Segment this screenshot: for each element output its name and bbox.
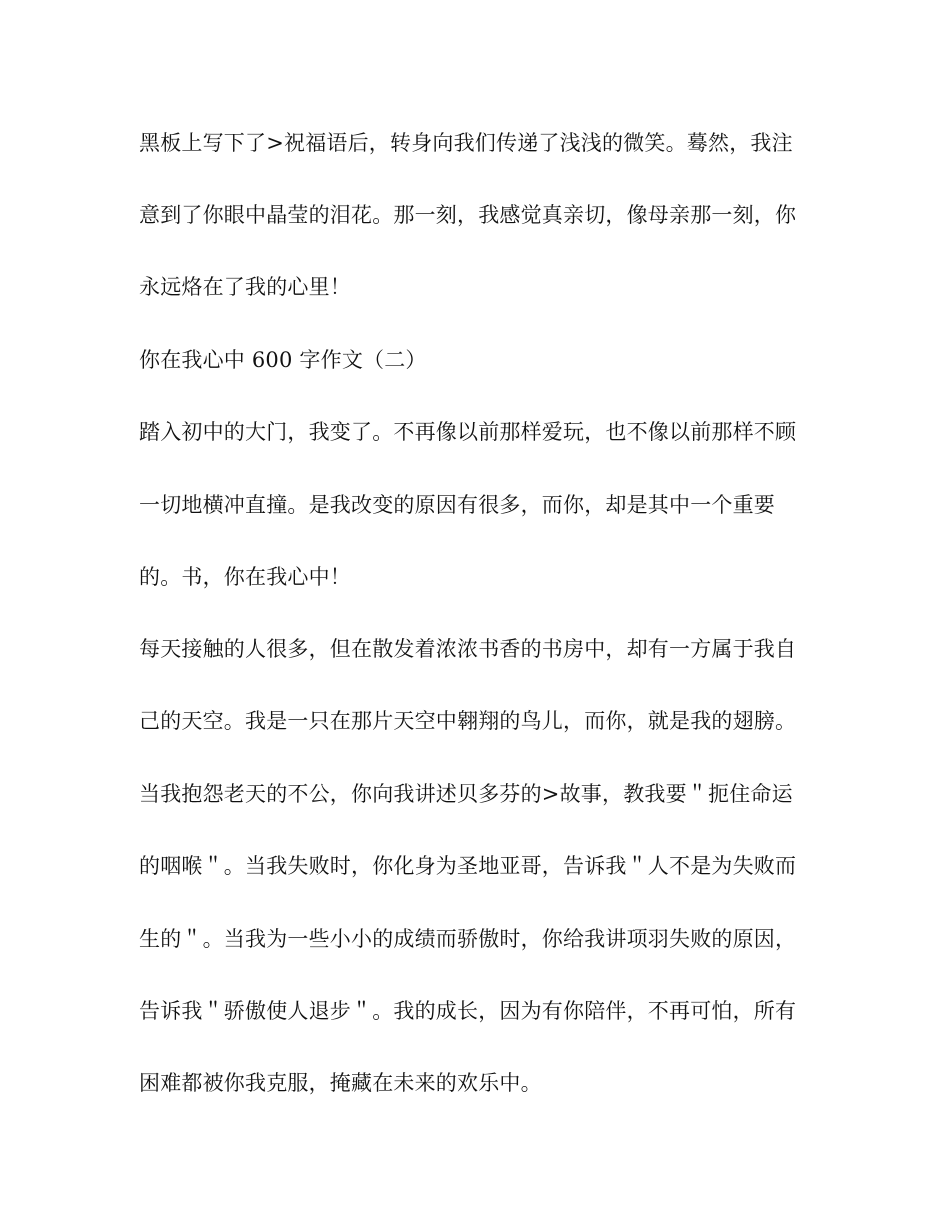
text-line: 当我抱怨老天的不公，你向我讲述贝多芬的>故事，教我要＂扼住命运	[139, 782, 793, 806]
text-line: 生的＂。当我为一些小小的成绩而骄傲时，你给我讲项羽失败的原因，	[139, 927, 797, 951]
text-line: 意到了你眼中晶莹的泪花。那一刻，我感觉真亲切，像母亲那一刻，你	[139, 203, 797, 227]
text-line: 黑板上写下了>祝福语后，转身向我们传递了浅浅的微笑。蓦然，我注	[139, 131, 793, 155]
text-line: 己的天空。我是一只在那片天空中翱翔的鸟儿，而你，就是我的翅膀。	[139, 709, 797, 733]
text-line: 困难都被你我克服，掩藏在未来的欢乐中。	[139, 1071, 542, 1095]
text-line: 永远烙在了我的心里！	[139, 275, 351, 299]
text-line: 告诉我＂骄傲使人退步＂。我的成长，因为有你陪伴，不再可怕，所有	[139, 999, 797, 1023]
section-heading: 你在我心中 600 字作文（二）	[139, 348, 427, 372]
text-line: 一切地横冲直撞。是我改变的原因有很多，而你，却是其中一个重要	[139, 493, 775, 517]
text-line: 的。书，你在我心中！	[139, 565, 351, 589]
text-line: 的咽喉＂。当我失败时，你化身为圣地亚哥，告诉我＂人不是为失败而	[139, 854, 797, 878]
text-line: 每天接触的人很多，但在散发着浓浓书香的书房中，却有一方属于我自	[139, 637, 797, 661]
text-line: 踏入初中的大门，我变了。不再像以前那样爱玩，也不像以前那样不顾	[139, 420, 797, 444]
